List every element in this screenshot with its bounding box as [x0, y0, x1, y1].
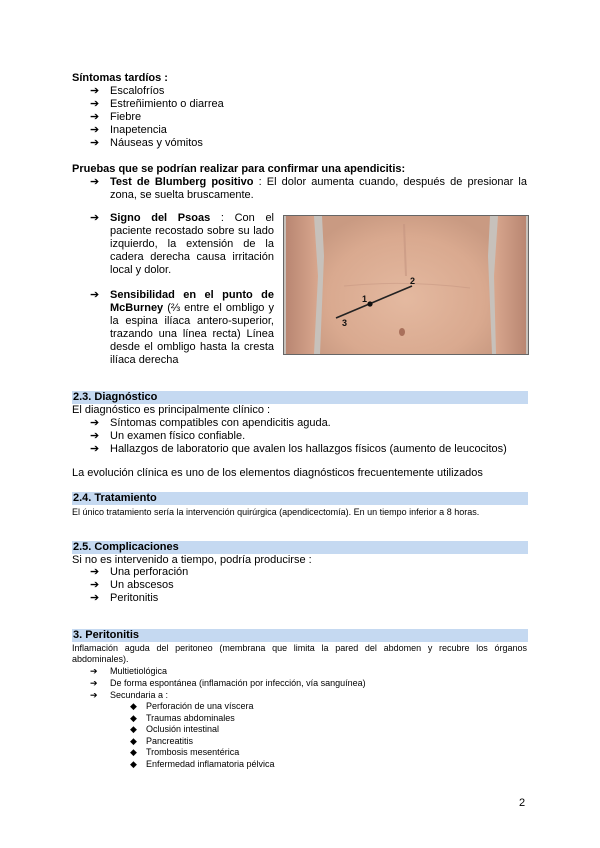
diamond-icon: ◆ — [130, 724, 137, 734]
arrow-right-icon: ➔ — [90, 666, 98, 676]
point-label-2: 2 — [410, 276, 416, 286]
peritonitis-text: Inflamación aguda del peritoneo (membrana que limita la pared del abdomen y recubre los órganos abdominales). — [72, 643, 527, 664]
list-item: ➔ Secundaria a : — [90, 690, 169, 700]
diagnosis-note: La evolución clínica es uno de los elementos diagnósticos frecuentemente utilizados — [72, 467, 483, 479]
arrow-right-icon: ➔ — [90, 690, 98, 700]
list-item: ➔ Una perforación — [90, 566, 189, 578]
complications-intro: Si no es intervenido a tiempo, podría producirse : — [72, 554, 312, 566]
list-item: ➔ De forma espontánea (inflamación por infección, vía sanguínea) — [90, 678, 366, 688]
list-item: ➔ Multietiológica — [90, 666, 168, 676]
tests-psoas — [90, 212, 274, 277]
treatment-text: El único tratamiento sería la intervención quirúrgica (apendicectomía). En un tiempo inferior a 8 horas. — [72, 507, 480, 517]
peritonitis-list — [90, 665, 510, 701]
list-item: ➔ Un examen físico confiable. — [90, 430, 246, 442]
mcburney-title: Sensibilidad en el punto de McBurney — [110, 289, 274, 314]
diamond-icon: ◆ — [130, 758, 137, 769]
abdomen-photo — [283, 215, 529, 355]
arrow-right-icon: ➔ — [90, 124, 100, 136]
list-item: ◆ Traumas abdominales — [130, 712, 235, 723]
list-item: ◆ Trombosis mesentérica — [130, 747, 240, 757]
diamond-icon: ◆ — [130, 735, 137, 746]
section-title-peritonitis: 3. Peritonitis — [72, 629, 528, 642]
peritonitis-secondary-list — [130, 701, 510, 770]
list-item: ➔ Escalofríos — [90, 85, 165, 97]
arrow-right-icon: ➔ — [90, 566, 100, 578]
list-item — [90, 176, 527, 202]
mcburney-diagram — [284, 216, 528, 354]
diamond-icon: ◆ — [130, 747, 137, 757]
tests-blumberg — [90, 176, 527, 202]
page-number: 2 — [519, 797, 526, 809]
point-label-1: 1 — [362, 294, 368, 304]
arrow-right-icon: ➔ — [90, 579, 100, 591]
arrow-right-icon: ➔ — [90, 289, 100, 301]
arrow-right-icon: ➔ — [90, 98, 100, 110]
list-item: ◆ Perforación de una víscera — [130, 701, 254, 711]
diagnosis-list — [90, 417, 527, 456]
list-item: ➔ Peritonitis — [90, 592, 159, 604]
arrow-right-icon: ➔ — [90, 176, 100, 188]
list-item: ➔ Fiebre — [90, 111, 142, 123]
section-title-treatment: 2.4. Tratamiento — [72, 492, 528, 505]
section-title-diagnosis: 2.3. Diagnóstico — [72, 391, 528, 404]
arrow-right-icon: ➔ — [90, 111, 100, 123]
blumberg-text: : El dolor aumenta cuando, después de presionar la zona, se suelta bruscamente. — [110, 176, 527, 201]
list-item: ➔ Estreñimiento o diarrea — [90, 98, 224, 110]
list-item: ◆ Pancreatitis — [130, 735, 194, 746]
arrow-right-icon: ➔ — [90, 85, 100, 97]
diamond-icon: ◆ — [130, 701, 137, 711]
list-item: ➔ Síntomas compatibles con apendicitis aguda. — [90, 417, 331, 429]
section-title-complications: 2.5. Complicaciones — [72, 541, 528, 554]
arrow-right-icon: ➔ — [90, 212, 100, 224]
point-label-3: 3 — [342, 318, 348, 328]
list-item — [90, 212, 274, 277]
arrow-right-icon: ➔ — [90, 430, 100, 442]
mcburney-text: (⅔ entre el ombligo y la espina ilíaca antero-superior, trazando una línea recta) Línea desde el ombligo hasta la cresta ilíaca derecha — [110, 302, 274, 366]
list-item: ◆ Enfermedad inflamatoria pélvica — [130, 758, 275, 769]
tests-heading: Pruebas que se podrían realizar para confirmar una apendicitis: — [72, 163, 406, 175]
arrow-right-icon: ➔ — [90, 417, 100, 429]
list-item: ➔ Náuseas y vómitos — [90, 137, 203, 149]
late-symptoms-heading: Síntomas tardíos : — [72, 72, 168, 84]
list-item: ➔ Inapetencia — [90, 124, 167, 136]
arrow-right-icon: ➔ — [90, 443, 100, 455]
list-item — [90, 289, 274, 367]
psoas-title: Signo del Psoas — [110, 212, 211, 224]
complications-list — [90, 566, 510, 605]
blumberg-title: Test de Blumberg positivo — [110, 176, 254, 188]
tests-mcburney — [90, 289, 274, 367]
list-item: ➔ Un abscesos — [90, 579, 174, 591]
diagnosis-intro: El diagnóstico es principalmente clínico : — [72, 404, 271, 416]
diamond-icon: ◆ — [130, 712, 137, 723]
arrow-right-icon: ➔ — [90, 137, 100, 149]
arrow-right-icon: ➔ — [90, 592, 100, 604]
psoas-text: : Con el paciente recostado sobre su lado izquierdo, la extensión de la cadera derecha causa irritación local y dolor. — [110, 212, 275, 276]
late-symptoms-list — [90, 85, 510, 150]
list-item: ➔ Hallazgos de laboratorio que avalen los hallazgos físicos (aumento de leucocitos) — [90, 443, 507, 455]
arrow-right-icon: ➔ — [90, 678, 98, 688]
list-item: ◆ Oclusión intestinal — [130, 724, 220, 734]
